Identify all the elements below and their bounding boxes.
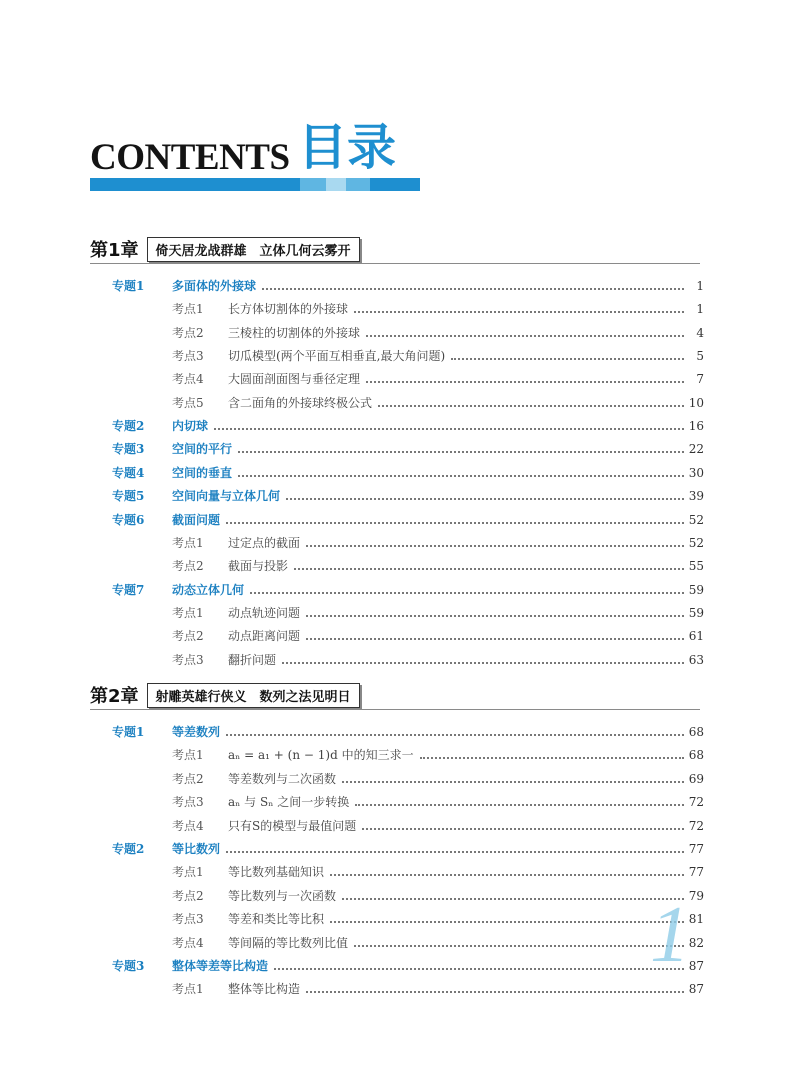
entry-title-cell: [172, 510, 684, 530]
dot-leader: [282, 662, 684, 664]
bar-seg: [300, 178, 326, 191]
topic-label: 专题2: [112, 842, 145, 856]
entry-title: aₙ = a₁ + (n − 1)d 中的知三求一: [228, 748, 414, 763]
entry-title-cell: [228, 933, 684, 953]
entry-page-number: 79: [688, 888, 704, 903]
entry-title-cell: [172, 722, 684, 742]
entry-title-cell: [228, 886, 684, 906]
bar-seg: [346, 178, 370, 191]
toc-point-row[interactable]: [0, 533, 794, 553]
entry-page-number: 77: [688, 842, 704, 856]
entry-title-cell: [228, 393, 684, 413]
entry-title: 整体等差等比构造: [172, 959, 269, 973]
topic-label: 专题2: [112, 419, 145, 434]
entry-page-number: 59: [688, 582, 704, 597]
topic-label: 专题1: [112, 279, 145, 293]
entry-page-number: 7: [696, 372, 704, 387]
entry-title: 等差数列: [172, 725, 221, 739]
entry-title: 空间的垂直: [172, 465, 233, 480]
entry-title-cell: [228, 792, 684, 812]
dot-leader: [286, 498, 684, 500]
toc-point-row[interactable]: [0, 650, 794, 670]
toc-point-row[interactable]: [0, 556, 794, 576]
toc-topic-row[interactable]: [0, 486, 794, 506]
dot-leader: [306, 991, 684, 993]
entry-title-cell: [172, 580, 684, 600]
chapter-number: 第2章: [90, 686, 139, 707]
entry-title-cell: [228, 745, 684, 765]
entry-title: 整体等比构造: [228, 982, 301, 997]
entry-page-number: 87: [688, 982, 704, 997]
entry-title: 内切球: [172, 419, 209, 434]
point-label: 考点2: [172, 559, 204, 574]
point-label: 考点4: [172, 818, 204, 833]
toc-point-row[interactable]: [0, 299, 794, 319]
entry-title-cell: [228, 299, 684, 319]
dot-leader: [354, 311, 684, 313]
toc-point-row[interactable]: [0, 816, 794, 836]
toc-point-row[interactable]: [0, 862, 794, 882]
entry-page-number: 52: [688, 535, 704, 550]
toc-point-row[interactable]: [0, 769, 794, 789]
toc-point-row[interactable]: [0, 603, 794, 623]
point-label: 考点2: [172, 629, 204, 644]
dot-leader: [262, 288, 684, 290]
entry-page-number: 68: [688, 748, 704, 763]
contents-title-cn: 目录: [298, 119, 397, 176]
entry-page-number: 4: [696, 325, 704, 340]
entry-title-cell: [172, 486, 684, 506]
entry-title-cell: [172, 463, 684, 483]
topic-label: 专题5: [112, 489, 145, 504]
entry-title-cell: [172, 839, 684, 859]
dot-leader: [366, 335, 684, 337]
topic-label: 专题1: [112, 725, 145, 739]
entry-title-cell: [172, 276, 684, 296]
entry-title-cell: [228, 369, 684, 389]
toc-point-row[interactable]: [0, 745, 794, 765]
entry-title-cell: [228, 769, 684, 789]
point-label: 考点2: [172, 888, 204, 903]
entry-title: 翻折问题: [228, 652, 277, 667]
topic-label: 专题3: [112, 442, 145, 457]
point-label: 考点3: [172, 349, 204, 364]
point-label: 考点1: [172, 982, 204, 997]
entry-title: 切瓜模型(两个平面互相垂直,最大角问题): [228, 349, 446, 364]
entry-title: 等间隔的等比数列比值: [228, 935, 349, 950]
entry-title: 三棱柱的切割体的外接球: [228, 325, 361, 340]
entry-title-cell: [228, 603, 684, 623]
dot-leader: [420, 757, 684, 759]
entry-title: 动点轨迹问题: [228, 605, 301, 620]
dot-leader: [274, 968, 684, 970]
entry-page-number: 61: [688, 629, 704, 644]
dot-leader: [366, 381, 684, 383]
point-label: 考点1: [172, 865, 204, 880]
chapter-divider: [90, 263, 700, 264]
toc-topic-row[interactable]: [0, 416, 794, 436]
point-label: 考点1: [172, 605, 204, 620]
entry-page-number: 63: [688, 652, 704, 667]
toc-topic-row[interactable]: [0, 722, 794, 742]
toc-point-row[interactable]: [0, 323, 794, 343]
entry-page-number: 1: [696, 279, 704, 293]
point-label: 考点4: [172, 372, 204, 387]
entry-title: 截面问题: [172, 512, 221, 527]
dot-leader: [238, 451, 684, 453]
entry-title: 只有S的模型与最值问题: [228, 818, 357, 833]
toc-point-row[interactable]: [0, 393, 794, 413]
entry-page-number: 59: [688, 605, 704, 620]
dot-leader: [362, 828, 684, 830]
entry-title: 过定点的截面: [228, 535, 301, 550]
toc-point-row[interactable]: [0, 979, 794, 999]
dot-leader: [238, 475, 684, 477]
toc-topic-row[interactable]: [0, 276, 794, 296]
point-label: 考点1: [172, 302, 204, 317]
entry-title-cell: [228, 816, 684, 836]
page-number: 1: [650, 891, 690, 979]
toc-topic-row[interactable]: [0, 510, 794, 530]
entry-page-number: 52: [688, 512, 704, 527]
entry-page-number: 77: [688, 865, 704, 880]
toc-topic-row[interactable]: [0, 463, 794, 483]
entry-title-cell: [228, 909, 684, 929]
entry-page-number: 5: [696, 349, 704, 364]
bar-seg: [260, 178, 300, 191]
entry-title: 等比数列: [172, 842, 221, 856]
toc-topic-row[interactable]: [0, 839, 794, 859]
entry-title: 等比数列与一次函数: [228, 888, 337, 903]
dot-leader: [342, 781, 684, 783]
point-label: 考点4: [172, 935, 204, 950]
entry-page-number: 39: [688, 489, 704, 504]
chapter-title: 射雕英雄行侠义 数列之法见明日: [147, 683, 360, 708]
entry-title: 空间的平行: [172, 442, 233, 457]
chapter-1-heading: [90, 238, 360, 260]
entry-title: aₙ 与 Sₙ 之间一步转换: [228, 795, 350, 810]
entry-page-number: 1: [696, 302, 704, 317]
dot-leader: [226, 522, 684, 524]
dot-leader: [451, 358, 684, 360]
header-color-bar: [90, 178, 420, 191]
topic-label: 专题7: [112, 582, 145, 597]
point-label: 考点3: [172, 795, 204, 810]
entry-page-number: 16: [688, 419, 704, 434]
point-label: 考点5: [172, 395, 204, 410]
toc-point-row[interactable]: [0, 792, 794, 812]
dot-leader: [342, 898, 684, 900]
entry-title: 等比数列基础知识: [228, 865, 325, 880]
point-label: 考点3: [172, 912, 204, 927]
entry-page-number: 22: [688, 442, 704, 457]
dot-leader: [294, 568, 684, 570]
entry-title-cell: [172, 439, 684, 459]
point-label: 考点1: [172, 748, 204, 763]
toc-topic-row[interactable]: [0, 439, 794, 459]
entry-title: 大圆面剖面图与垂径定理: [228, 372, 361, 387]
entry-page-number: 69: [688, 771, 704, 786]
dot-leader: [226, 851, 684, 853]
bar-seg: [90, 178, 260, 191]
entry-title-cell: [228, 323, 684, 343]
topic-label: 专题4: [112, 465, 145, 480]
entry-title: 等差数列与二次函数: [228, 771, 337, 786]
entry-page-number: 87: [688, 959, 704, 973]
entry-title-cell: [228, 346, 684, 366]
topic-label: 专题6: [112, 512, 145, 527]
entry-title: 长方体切割体的外接球: [228, 302, 349, 317]
entry-page-number: 68: [688, 725, 704, 739]
dot-leader: [226, 734, 684, 736]
entry-page-number: 82: [688, 935, 704, 950]
entry-page-number: 72: [688, 818, 704, 833]
entry-page-number: 30: [688, 465, 704, 480]
dot-leader: [250, 592, 684, 594]
dot-leader: [306, 545, 684, 547]
dot-leader: [306, 638, 684, 640]
entry-title: 动态立体几何: [172, 582, 245, 597]
chapter-title: 倚天居龙战群雄 立体几何云雾开: [147, 237, 360, 262]
point-label: 考点2: [172, 771, 204, 786]
toc-point-row[interactable]: [0, 369, 794, 389]
topic-label: 专题3: [112, 959, 145, 973]
point-label: 考点1: [172, 535, 204, 550]
point-label: 考点3: [172, 652, 204, 667]
entry-title-cell: [228, 533, 684, 553]
point-label: 考点2: [172, 325, 204, 340]
toc-topic-row[interactable]: [0, 580, 794, 600]
entry-page-number: 10: [688, 395, 704, 410]
dot-leader: [330, 874, 684, 876]
dot-leader: [355, 804, 684, 806]
chapter-2-heading: [90, 684, 360, 706]
chapter-divider: [90, 709, 700, 710]
dot-leader: [378, 405, 684, 407]
entry-title-cell: [228, 626, 684, 646]
toc-point-row[interactable]: [0, 626, 794, 646]
entry-title: 等差和类比等比积: [228, 912, 325, 927]
dot-leader: [354, 945, 684, 947]
entry-title: 多面体的外接球: [172, 279, 257, 293]
entry-title-cell: [228, 556, 684, 576]
entry-title: 动点距离问题: [228, 629, 301, 644]
entry-title: 截面与投影: [228, 559, 289, 574]
entry-page-number: 55: [688, 559, 704, 574]
entry-page-number: 81: [688, 912, 704, 927]
entry-title-cell: [228, 979, 684, 999]
bar-seg: [370, 178, 420, 191]
dot-leader: [214, 428, 684, 430]
dot-leader: [306, 615, 684, 617]
toc-point-row[interactable]: [0, 346, 794, 366]
entry-title-cell: [228, 650, 684, 670]
entry-title: 空间向量与立体几何: [172, 489, 281, 504]
chapter-number: 第1章: [90, 240, 139, 261]
entry-page-number: 72: [688, 795, 704, 810]
entry-title-cell: [172, 956, 684, 976]
entry-title-cell: [228, 862, 684, 882]
entry-title-cell: [172, 416, 684, 436]
contents-header: [90, 118, 430, 198]
entry-title: 含二面角的外接球终极公式: [228, 395, 373, 410]
dot-leader: [330, 921, 684, 923]
bar-seg: [326, 178, 346, 191]
contents-title-en: CONTENTS: [90, 137, 290, 178]
